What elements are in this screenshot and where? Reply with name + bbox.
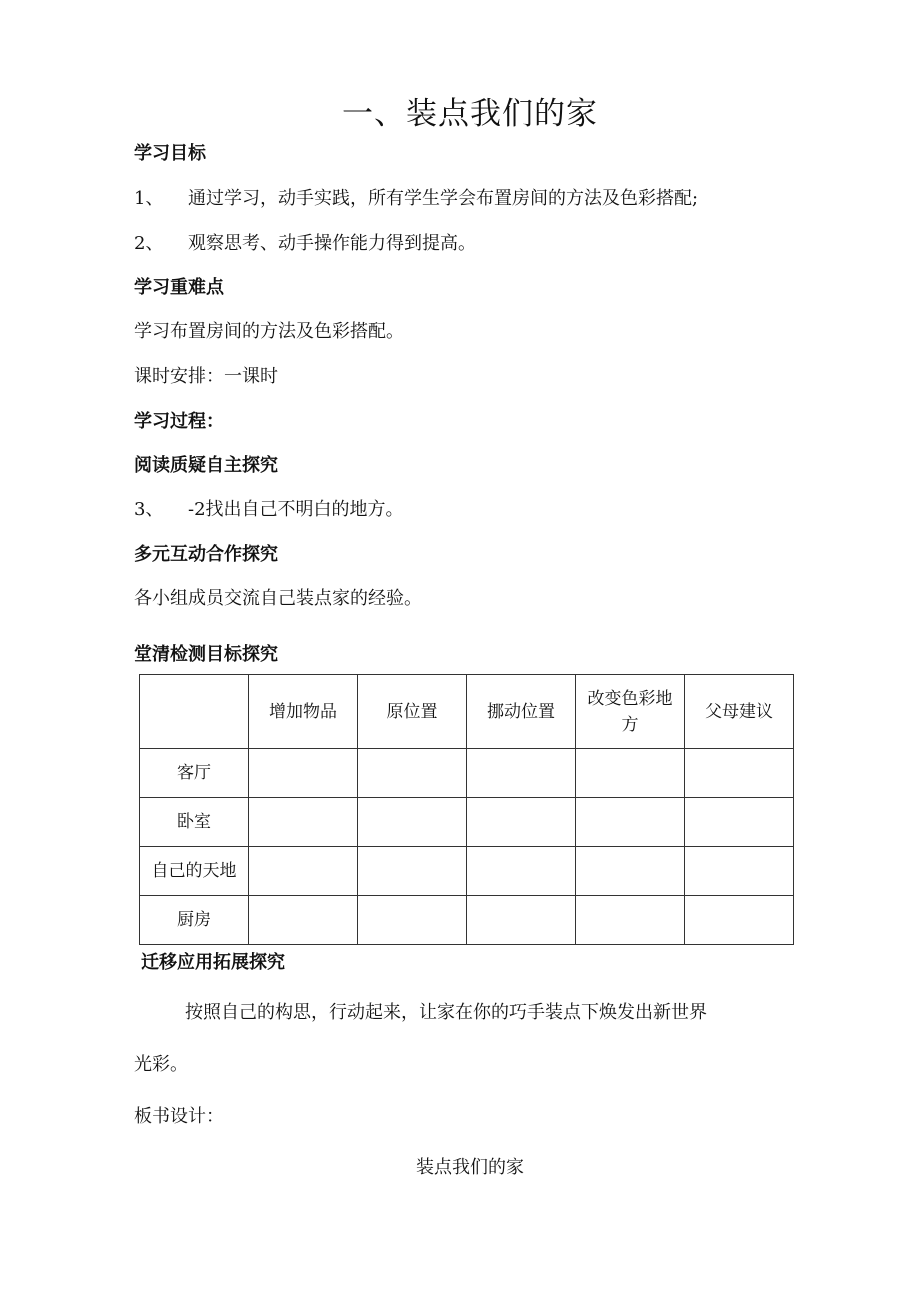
table-cell <box>685 896 794 945</box>
table-cell <box>249 749 358 798</box>
goal-item-1-text: 通过学习，动手实践，所有学生学会布置房间的方法及色彩搭配; <box>188 188 699 209</box>
process-heading: 学习过程： <box>134 411 224 432</box>
table-cell <box>685 798 794 847</box>
table-cell <box>358 749 467 798</box>
check-heading: 堂清检测目标探究 <box>134 644 278 665</box>
reading-item-text: -2找出自己不明白的地方。 <box>188 499 404 520</box>
table-header-cell-text: 改变色彩地方 <box>587 688 673 735</box>
transfer-text-line1: 按照自己的构思，行动起来，让家在你的巧手装点下焕发出新世界 <box>185 1002 707 1023</box>
table-cell <box>576 749 685 798</box>
table-cell <box>358 847 467 896</box>
table-cell <box>358 798 467 847</box>
table-row-label: 客厅 <box>140 749 249 798</box>
board-label: 板书设计： <box>134 1106 224 1127</box>
table-cell <box>685 749 794 798</box>
keypoints-text: 学习布置房间的方法及色彩搭配。 <box>134 321 404 342</box>
goal-item-2-text: 观察思考、动手操作能力得到提高。 <box>188 233 476 254</box>
table-row-label: 卧室 <box>140 798 249 847</box>
table-cell <box>467 798 576 847</box>
table-header-cell: 挪动位置 <box>467 675 576 749</box>
table-header-cell: 父母建议 <box>685 675 794 749</box>
table-cell <box>467 847 576 896</box>
goal-item-2 <box>134 229 476 255</box>
table-row <box>140 847 794 896</box>
goal-item-1-number: 1、 <box>134 188 164 209</box>
table-cell <box>576 847 685 896</box>
table-cell <box>249 798 358 847</box>
table-cell <box>249 896 358 945</box>
page-title: 一、装点我们的家 <box>342 96 598 132</box>
table-cell <box>467 896 576 945</box>
schedule-text: 课时安排：一课时 <box>134 366 278 387</box>
table-row-label: 厨房 <box>140 896 249 945</box>
table-header-cell: 增加物品 <box>249 675 358 749</box>
table-header-cell: 原位置 <box>358 675 467 749</box>
table-cell <box>576 896 685 945</box>
keypoints-heading: 学习重难点 <box>134 277 224 298</box>
table-cell <box>358 896 467 945</box>
table-row <box>140 896 794 945</box>
table-row <box>140 749 794 798</box>
goal-item-2-number: 2、 <box>134 233 164 254</box>
table-cell <box>576 798 685 847</box>
check-table <box>139 674 794 945</box>
table-cell <box>249 847 358 896</box>
goals-heading: 学习目标 <box>134 143 206 164</box>
reading-item <box>134 495 404 521</box>
transfer-text-line2: 光彩。 <box>134 1054 188 1075</box>
board-title: 装点我们的家 <box>416 1157 524 1178</box>
transfer-heading: 迁移应用拓展探究 <box>141 952 285 973</box>
table-header-cell <box>140 675 249 749</box>
reading-heading: 阅读质疑自主探究 <box>134 455 278 476</box>
interactive-text: 各小组成员交流自己装点家的经验。 <box>134 588 422 609</box>
table-cell <box>467 749 576 798</box>
goal-item-1 <box>134 184 698 210</box>
table-header-row <box>140 675 794 749</box>
table-row-label: 自己的天地 <box>140 847 249 896</box>
table-cell <box>685 847 794 896</box>
reading-item-number: 3、 <box>134 499 164 520</box>
table-row <box>140 798 794 847</box>
table-header-cell <box>576 675 685 749</box>
interactive-heading: 多元互动合作探究 <box>134 544 278 565</box>
